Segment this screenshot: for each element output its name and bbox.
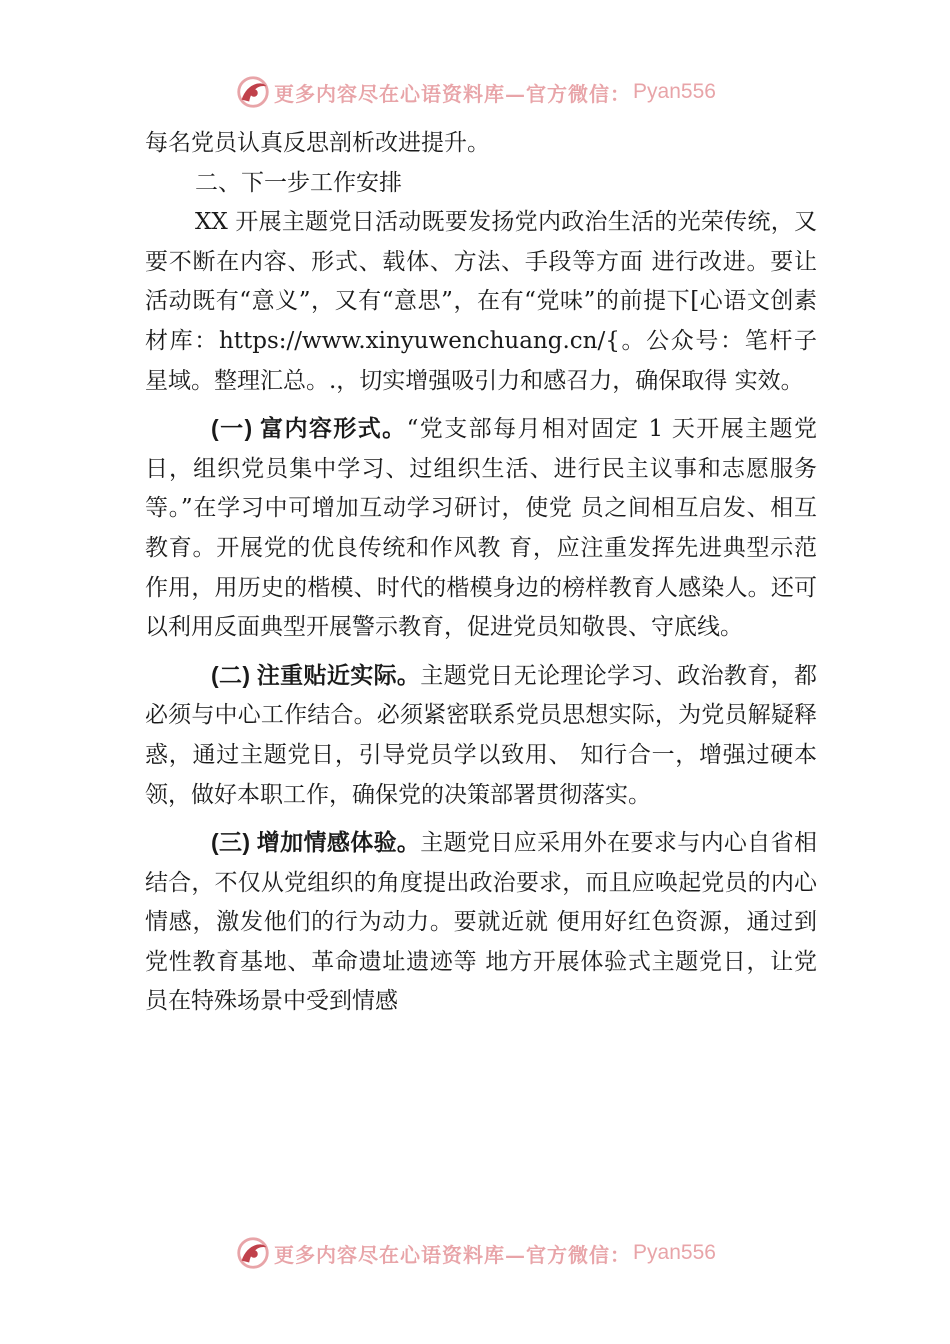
intro-text-b: 。公众号：笔杆子星域。整理汇总。.，切实增强吸引力和感召力，确保取得 实效。 — [145, 327, 818, 394]
paragraph-intro — [145, 203, 817, 401]
header-watermark — [0, 72, 950, 112]
paragraph-continuation: 每名党员认真反思剖析改进提升。 — [145, 130, 490, 156]
section-3-body: 主题党日应采用外在要求与内心自省相结合，不仅从党组织的角度提出政治要求，而且应唤起党员的内心情感，激发他们的行为动力。要就近就 便用好红色资源，通过到党性教育基地、革命遗址遗迹等 地方开展体验式主题党日，让党员在特殊场景中受到情感 — [145, 830, 817, 1015]
section-3-heading: (三) 增加情感体验。 — [211, 829, 421, 856]
section-heading-next-steps: 二、下一步工作安排 — [195, 169, 402, 196]
section-1-heading: (一) 富内容形式。 — [211, 415, 407, 442]
watermark-account: Pyan556 — [633, 80, 716, 103]
intro-url: https://www.xinyuwenchuang.cn/{ — [218, 327, 620, 354]
watermark-account: Pyan556 — [633, 1241, 716, 1264]
section-1 — [145, 409, 817, 648]
section-2 — [145, 656, 817, 815]
footer-watermark — [0, 1233, 950, 1273]
swirl-logo-icon — [234, 73, 272, 111]
section-2-heading: (二) 注重贴近实际。 — [211, 661, 421, 688]
section-2-body: 主题党日无论理论学习、政治教育，都必须与中心工作结合。必须紧密联系党员思想实际，为党员解疑释惑，通过主题党日，引导党员学以致用、 知行合一，增强过硬本领，做好本职工作，确保党的决策部署贯彻落实。 — [145, 662, 817, 808]
watermark-text: 更多内容尽在心语资料库—官方微信： — [274, 1242, 632, 1267]
intro-text-a: XX 开展主题党日活动既要发扬党内政治生活的光荣传统，又要不断在内容、形式、载体、方法、手段等方面 进行改进。要让活动既有“意义”，又有“意思”，在有“党味”的前提下[心语文创素材库： — [145, 209, 817, 354]
section-3 — [145, 823, 817, 1022]
document-body — [145, 124, 817, 1022]
section-1-body: “党支部每月相对固定 1 天开展主题党日，组织党员集中学习、过组织生活、进行民主议事和志愿服务等。”在学习中可增加互动学习研讨，使党 员之间相互启发、相互教育。开展党的优良传统和作风教 育，应注重发挥先进典型示范作用，用历史的楷模、时代的楷模身边的榜样教育人感染人。还可以利用反面典型开展警示教育，促进党员知敬畏、守底线。 — [145, 416, 817, 641]
swirl-logo-icon — [234, 1234, 272, 1272]
watermark-text: 更多内容尽在心语资料库—官方微信： — [274, 81, 632, 106]
